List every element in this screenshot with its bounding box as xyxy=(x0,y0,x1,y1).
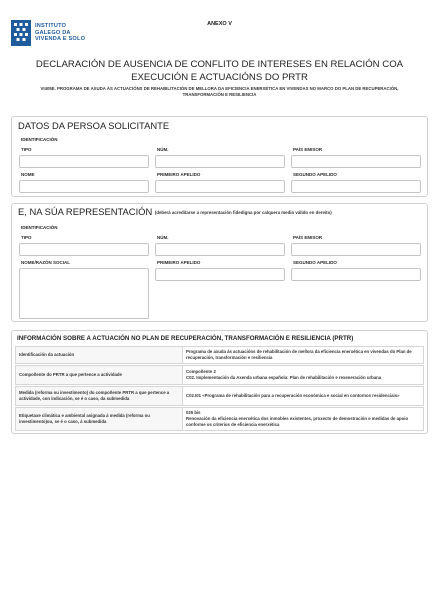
document-subtitle: VI405E. PROGRAMA DE AXUDA ÁS ACTUACIÓNS DE REHABILITACIÓN DE MELLORA DA EFICIENCIA ENERXÉTICA EN VIVENDAS NO MARCO DO PLAN DE RECUPERACIÓN, TRANSFORMACIÓN E RESILIENCIA xyxy=(40,86,399,97)
info-row-key: Identificación da actuación xyxy=(16,347,183,363)
first-surname-field[interactable] xyxy=(155,268,285,281)
info-row-value-line: 025 bis xyxy=(186,410,201,416)
identification-label: IDENTIFICACIÓN xyxy=(21,225,58,230)
number-field[interactable] xyxy=(155,155,285,168)
issuing-country-field[interactable] xyxy=(291,243,421,256)
applicant-section xyxy=(11,116,428,197)
info-row-key: Etiquetaxe climática e ambiental asignada á medida (reforma ou investimento)ou, se é o caso, á submedida xyxy=(16,408,183,430)
info-row-key: Medida (reforma ou investimento) do compoñente PRTR a que pertence a actividade, con indicación, se é o caso, da submedida xyxy=(16,387,183,405)
name-field[interactable] xyxy=(19,180,149,193)
info-row-component xyxy=(15,365,424,385)
number-label: NÚM. xyxy=(157,235,169,240)
type-label: TIPO xyxy=(21,147,32,152)
first-surname-field[interactable] xyxy=(155,180,285,193)
identification-label: IDENTIFICACIÓN xyxy=(21,137,58,142)
prtr-info-heading: INFORMACIÓN SOBRE A ACTUACIÓN NO PLAN DE RECUPERACIÓN, TRANSFORMACIÓN E RESILIENCIA (PRTR) xyxy=(17,335,354,342)
first-surname-label: PRIMEIRO APELIDO xyxy=(157,172,201,177)
info-row-measure xyxy=(15,386,424,406)
type-field[interactable] xyxy=(19,155,149,168)
representation-note: (deberá acreditarse a representación fidedigna por calquera medio válido en dereito) xyxy=(154,210,332,216)
info-row-value-line: Renovación da eficiencia enerxética dos inmobles existentes, proxecto de demostración e medidas de apoio conforme os criterios de eficiencia enerxética xyxy=(186,416,409,427)
info-row-action xyxy=(15,346,424,364)
info-row-value xyxy=(183,366,423,384)
info-row-value-line: C02. Implementación da Axenda urbana española: Plan de rehabilitación e rexeneración urbana xyxy=(186,375,382,380)
info-row-value-line: Programa de axuda ás actuacións de rehabilitación de mellora da eficiencia enerxética en vivendas do Plan de recuperación, transformación e resiliencia xyxy=(186,349,412,360)
company-name-field[interactable] xyxy=(19,268,149,319)
document-title: DECLARACIÓN DE AUSENCIA DE CONFLITO DE INTERESES EN RELACIÓN COA EXECUCIÓN E ACTUACIÓNS DO PRTR xyxy=(35,59,404,83)
number-field[interactable] xyxy=(155,243,285,256)
logo-line: INSTITUTO xyxy=(35,23,67,30)
section-heading: DATOS DA PERSOA SOLICITANTE xyxy=(18,120,170,131)
name-label: NOME xyxy=(21,172,35,177)
info-row-value xyxy=(183,347,423,363)
second-surname-label: SEGUNDO APELIDO xyxy=(293,260,337,265)
second-surname-field[interactable] xyxy=(291,180,421,193)
section-heading xyxy=(18,206,332,217)
logo-line: VIVENDA E SOLO xyxy=(35,36,86,43)
info-row-value xyxy=(183,387,423,405)
second-surname-label: SEGUNDO APELIDO xyxy=(293,172,337,177)
representative-section xyxy=(11,203,428,322)
info-row-labelling xyxy=(15,407,424,431)
second-surname-field[interactable] xyxy=(291,268,421,281)
info-row-value-line: C02.I01 «Programa de rehabilitación para a recuperación económica e social en contornos residenciais» xyxy=(186,393,400,399)
number-label: NÚM. xyxy=(157,147,169,152)
info-row-value-line: Compoñente 2 xyxy=(186,369,216,375)
first-surname-label: PRIMEIRO APELIDO xyxy=(157,260,201,265)
type-label: TIPO xyxy=(21,235,32,240)
section-heading-text: E, NA SÚA REPRESENTACIÓN xyxy=(18,206,153,217)
issuing-country-field[interactable] xyxy=(291,155,421,168)
annex-label: ANEXO V xyxy=(207,21,232,27)
issuing-country-label: PAÍS EMISOR xyxy=(293,235,323,240)
logo-line: GALEGO DA xyxy=(35,29,71,36)
prtr-info-section xyxy=(11,330,428,434)
info-row-key: Compoñente do PRTR a que pertence a actividade xyxy=(16,366,183,384)
info-row-value xyxy=(183,408,423,430)
company-name-label: NOME/RAZÓN SOCIAL xyxy=(21,260,70,265)
type-field[interactable] xyxy=(19,243,149,256)
issuing-country-label: PAÍS EMISOR xyxy=(293,147,323,152)
